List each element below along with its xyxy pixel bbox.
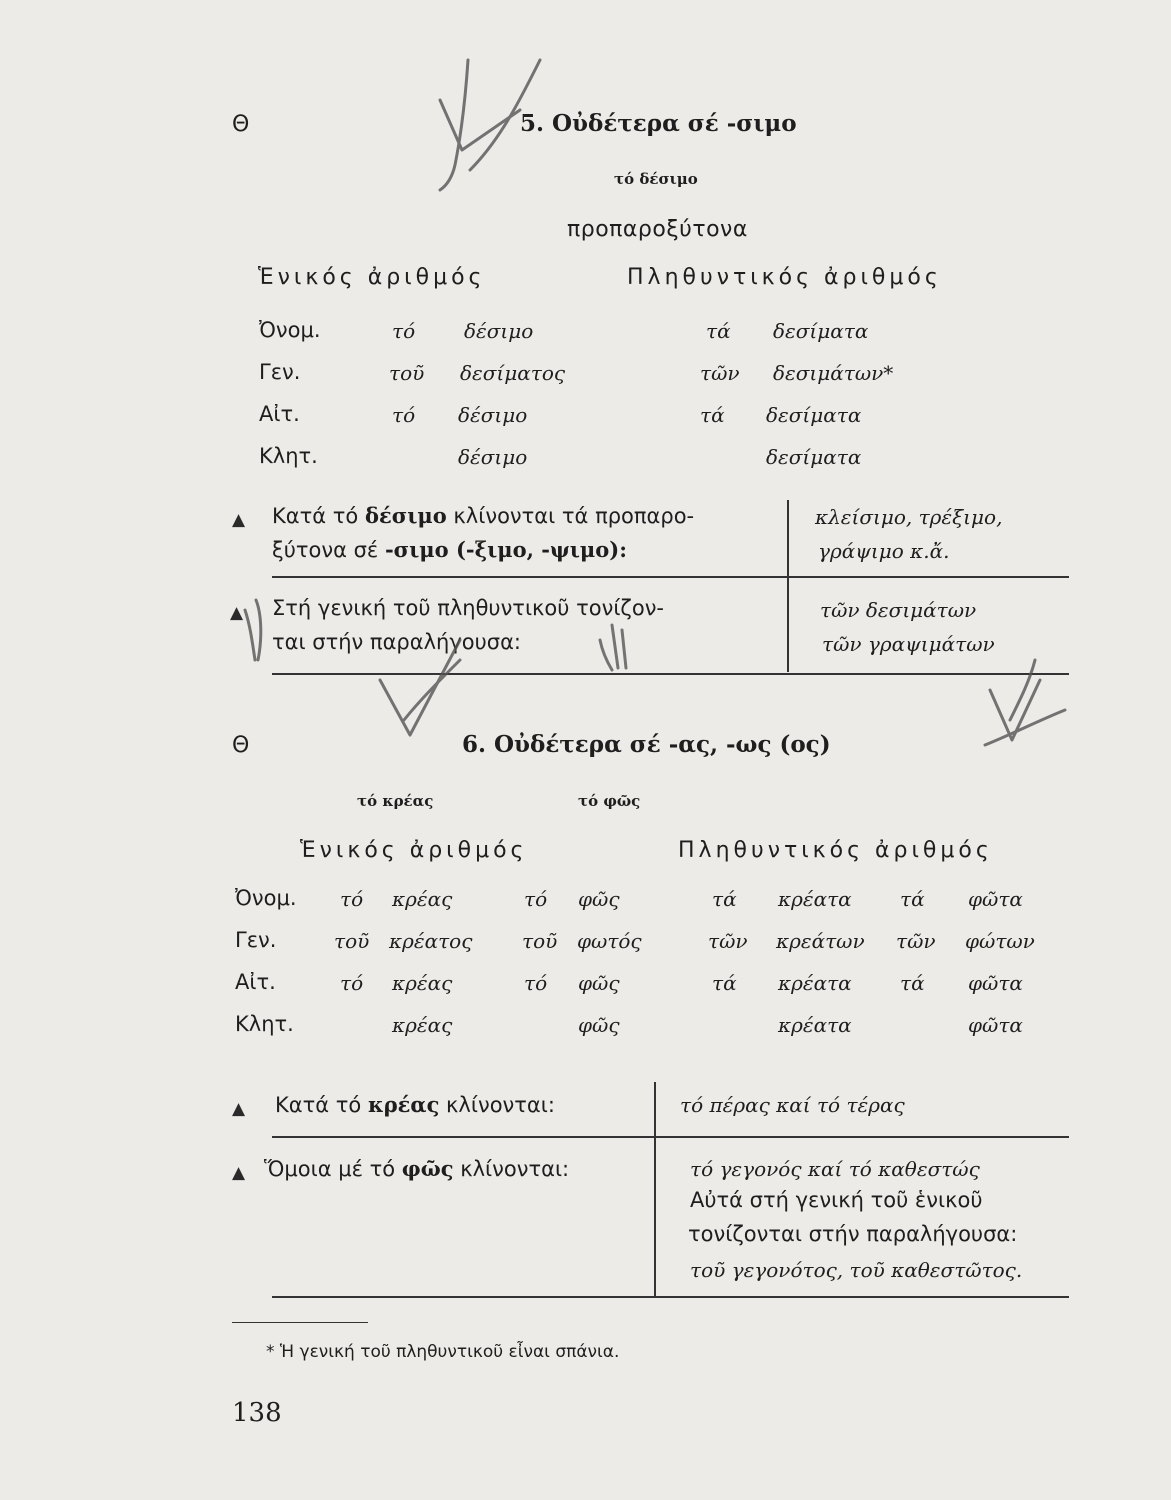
plural-form: φῶτα <box>968 971 1023 995</box>
section-title: 5. Οὐδέτερα σέ -σιμο <box>520 110 797 137</box>
plural-header: Πληθυντικός ἀριθμός <box>627 265 942 290</box>
note-text: ται στήν παραλήγουσα: <box>272 630 521 654</box>
plural-article: τῶν <box>708 929 748 953</box>
section-marker: Θ <box>232 112 250 137</box>
model-word: τό φῶς <box>578 792 641 810</box>
singular-form: κρέας <box>392 1013 453 1037</box>
article: τοῦ <box>522 929 558 953</box>
note-examples: κλείσιμο, τρέξιμο, <box>815 505 1003 529</box>
singular-header: Ἑνικός ἀριθμός <box>258 265 486 290</box>
note-examples: γράψιμο κ.ἄ. <box>818 539 950 563</box>
section-title: 6. Οὐδέτερα σέ -ας, -ως (ος) <box>462 731 831 758</box>
section-marker: Θ <box>232 733 250 758</box>
note-text: Κατά τό κρέας κλίνονται: <box>275 1092 555 1117</box>
plural-form: κρεάτων <box>776 929 865 953</box>
note-marker: ▲ <box>230 603 244 623</box>
singular-form: κρέας <box>392 971 453 995</box>
singular-form: κρέας <box>392 887 453 911</box>
note-text: ξύτονα σέ -σιμο (-ξιμο, -ψιμο): <box>272 537 627 562</box>
page-number: 138 <box>232 1398 282 1428</box>
plural-form: δεσίματα <box>766 403 862 427</box>
singular-form: φῶς <box>578 971 620 995</box>
case-label: Κλητ. <box>235 1012 294 1036</box>
plural-form: κρέατα <box>778 1013 852 1037</box>
plural-article: τά <box>712 971 737 995</box>
model-word: τό κρέας <box>357 792 434 810</box>
plural-form: δεσίματα <box>773 319 869 343</box>
singular-form: φῶς <box>578 887 620 911</box>
article: τό <box>392 319 416 343</box>
singular-form: κρέατος <box>389 929 473 953</box>
article: τό <box>392 403 416 427</box>
singular-form: δέσιμο <box>458 445 528 469</box>
note-marker: ▲ <box>232 510 246 530</box>
note-examples: τῶν γραψιμάτων <box>822 632 995 656</box>
note-text: Κατά τό δέσιμο κλίνονται τά προπαρο- <box>272 503 695 528</box>
plural-article: τά <box>900 887 925 911</box>
case-label: Ὀνομ. <box>259 318 321 342</box>
note-examples: Αὐτά στή γενική τοῦ ἑνικοῦ <box>690 1188 983 1212</box>
case-label: Κλητ. <box>259 444 318 468</box>
section-subtitle: προπαροξύτονα <box>567 217 748 242</box>
article: τοῦ <box>389 361 425 385</box>
article: τό <box>340 887 364 911</box>
singular-form: δέσιμο <box>464 319 534 343</box>
singular-form: δέσιμο <box>458 403 528 427</box>
singular-header: Ἑνικός ἀριθμός <box>300 838 528 863</box>
article: τό <box>524 887 548 911</box>
note-text: Ὅμοια μέ τό φῶς κλίνονται: <box>264 1156 570 1181</box>
singular-form: φωτός <box>577 929 642 953</box>
plural-article: τά <box>900 971 925 995</box>
plural-form: φῶτα <box>968 1013 1023 1037</box>
plural-form: κρέατα <box>778 971 852 995</box>
plural-form: φώτων <box>965 929 1035 953</box>
article: τό <box>524 971 548 995</box>
singular-form: δεσίματος <box>460 361 566 385</box>
note-examples: τοῦ γεγονότος, τοῦ καθεστῶτος. <box>690 1258 1023 1282</box>
plural-form: φῶτα <box>968 887 1023 911</box>
case-label: Γεν. <box>235 928 277 952</box>
plural-article: τῶν <box>896 929 936 953</box>
case-label: Γεν. <box>259 360 301 384</box>
case-label: Αἰτ. <box>259 402 300 426</box>
plural-form: δεσιμάτων* <box>773 361 894 385</box>
plural-form: δεσίματα <box>766 445 862 469</box>
note-text: Στή γενική τοῦ πληθυντικοῦ τονίζον- <box>272 596 665 620</box>
plural-article: τῶν <box>700 361 740 385</box>
plural-article: τά <box>700 403 725 427</box>
case-label: Ὀνομ. <box>235 886 297 910</box>
footnote: * Ἡ γενική τοῦ πληθυντικοῦ εἶναι σπάνια. <box>266 1342 620 1362</box>
note-examples: τό γεγονός καί τό καθεστώς <box>690 1157 980 1181</box>
plural-article: τά <box>706 319 731 343</box>
plural-article: τά <box>712 887 737 911</box>
plural-header: Πληθυντικός ἀριθμός <box>678 838 993 863</box>
article: τοῦ <box>334 929 370 953</box>
plural-form: κρέατα <box>778 887 852 911</box>
case-label: Αἰτ. <box>235 970 276 994</box>
note-examples: τονίζονται στήν παραλήγουσα: <box>688 1222 1018 1246</box>
singular-form: φῶς <box>578 1013 620 1037</box>
note-examples: τό πέρας καί τό τέρας <box>680 1093 905 1117</box>
article: τό <box>340 971 364 995</box>
note-examples: τῶν δεσιμάτων <box>820 598 977 622</box>
note-marker: ▲ <box>232 1099 246 1119</box>
note-marker: ▲ <box>232 1163 246 1183</box>
model-word: τό δέσιμο <box>614 170 698 188</box>
